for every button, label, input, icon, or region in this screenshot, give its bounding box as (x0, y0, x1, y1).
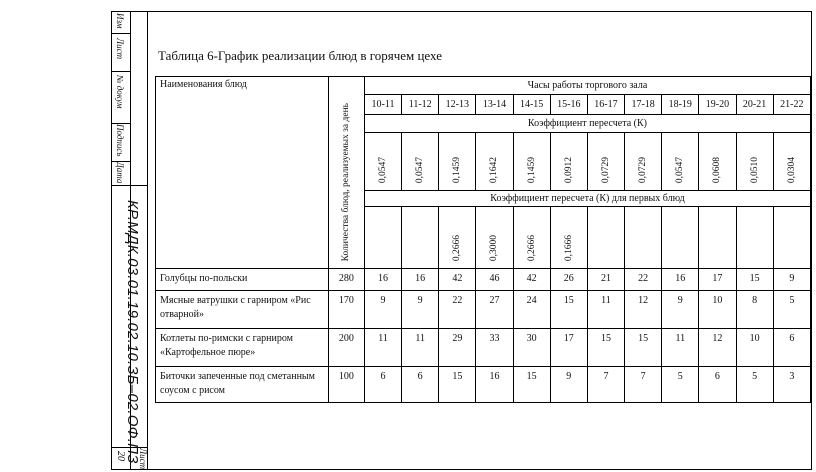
coefficient-value: 0,0547 (378, 156, 389, 183)
coefficient-value: 0,0510 (749, 156, 760, 183)
coefficient-cell (439, 133, 476, 191)
hourly-portion-cell: 5 (736, 367, 773, 403)
first-course-coefficient-value: 0,2666 (452, 234, 463, 261)
hourly-portion-cell: 9 (773, 269, 810, 291)
hourly-portion-cell: 27 (476, 291, 513, 329)
coefficient-cell (736, 133, 773, 191)
hourly-portion-cell: 16 (402, 269, 439, 291)
hour-cell: 16-17 (587, 95, 624, 115)
hourly-portion-cell: 7 (587, 367, 624, 403)
coefficient-cell (402, 133, 439, 191)
coefficient-value: 0,0304 (786, 156, 797, 183)
first-course-coefficient-cell (550, 207, 587, 269)
dish-quantity: 170 (328, 291, 364, 329)
coefficient-cell (699, 133, 736, 191)
table-row (156, 291, 811, 329)
dish-name: Биточки запеченные под сметанным соусом с рисом (156, 367, 329, 403)
coefficient-cell (550, 133, 587, 191)
first-course-coefficient-cell (513, 207, 550, 269)
dish-name-header: Наименования блюд (156, 77, 329, 269)
stamp-izm: Изм (115, 13, 125, 29)
dish-name: Котлеты по-римски с гарниром «Картофельное пюре» (156, 329, 329, 367)
table-caption: Таблица 6-График реализации блюд в горячем цехе (158, 48, 442, 63)
coefficient-cell (587, 133, 624, 191)
hourly-portion-cell: 12 (699, 329, 736, 367)
first-course-coefficient-cell (773, 207, 810, 269)
first-course-coefficient-value: 0,1666 (563, 234, 574, 261)
hours-header: Часы работы торгового зала (364, 77, 810, 95)
first-course-coefficient-value: 0,2666 (526, 234, 537, 261)
hour-cell: 14-15 (513, 95, 550, 115)
table-row (156, 367, 811, 403)
hourly-portion-cell: 9 (550, 367, 587, 403)
hour-cell: 10-11 (364, 95, 401, 115)
hour-cell: 12-13 (439, 95, 476, 115)
dish-name: Голубцы по-польски (156, 269, 329, 291)
coefficient-value: 0,0912 (563, 156, 574, 183)
hourly-portion-cell: 11 (662, 329, 699, 367)
coefficient-value: 0,0729 (638, 156, 649, 183)
hourly-portion-cell: 7 (625, 367, 662, 403)
hourly-portion-cell: 42 (439, 269, 476, 291)
coefficient-value: 0,0608 (712, 156, 723, 183)
hourly-portion-cell: 3 (773, 367, 810, 403)
dish-quantity: 280 (328, 269, 364, 291)
first-course-coefficient-cell (736, 207, 773, 269)
hour-cell: 17-18 (625, 95, 662, 115)
quantity-header (328, 77, 364, 269)
hourly-portion-cell: 30 (513, 329, 550, 367)
hourly-portion-cell: 15 (513, 367, 550, 403)
table-row (156, 329, 811, 367)
hourly-portion-cell: 5 (773, 291, 810, 329)
coefficient-cell (476, 133, 513, 191)
coefficient-header: Коэффициент пересчета (К) (364, 115, 810, 133)
coefficient-value: 0,0547 (415, 156, 426, 183)
coefficient-value: 0,1459 (452, 156, 463, 183)
first-course-coefficient-cell (402, 207, 439, 269)
coefficient-cell (625, 133, 662, 191)
hourly-portion-cell: 15 (736, 269, 773, 291)
hourly-portion-cell: 8 (736, 291, 773, 329)
first-course-coefficient-cell (699, 207, 736, 269)
dish-quantity: 100 (328, 367, 364, 403)
hourly-portion-cell: 22 (439, 291, 476, 329)
first-course-coefficient-header: Коэффициент пересчета (К) для первых блюд (364, 191, 810, 207)
hourly-portion-cell: 11 (364, 329, 401, 367)
hourly-portion-cell: 16 (476, 367, 513, 403)
hour-cell: 13-14 (476, 95, 513, 115)
hourly-portion-cell: 15 (587, 329, 624, 367)
dish-name: Мясные ватрушки с гарниром «Рис отварной» (156, 291, 329, 329)
document-code: КР.МДК.03.01.19.02.10.ЗБ–02.ОФ.ПЗ (124, 200, 141, 464)
hour-cell: 21-22 (773, 95, 810, 115)
hour-cell: 15-16 (550, 95, 587, 115)
hourly-portion-cell: 16 (662, 269, 699, 291)
hourly-portion-cell: 15 (625, 329, 662, 367)
hourly-portion-cell: 5 (662, 367, 699, 403)
hourly-portion-cell: 33 (476, 329, 513, 367)
hourly-portion-cell: 6 (773, 329, 810, 367)
coefficient-cell (773, 133, 810, 191)
hourly-portion-cell: 16 (364, 269, 401, 291)
first-course-coefficient-cell (625, 207, 662, 269)
hourly-portion-cell: 21 (587, 269, 624, 291)
first-course-coefficient-cell (662, 207, 699, 269)
coefficient-value: 0,1642 (489, 156, 500, 183)
coefficient-value: 0,0729 (600, 156, 611, 183)
hourly-portion-cell: 29 (439, 329, 476, 367)
hourly-portion-cell: 42 (513, 269, 550, 291)
hourly-portion-cell: 15 (550, 291, 587, 329)
hourly-portion-cell: 11 (402, 329, 439, 367)
stamp-sheet-label: Лист (138, 448, 148, 470)
first-course-coefficient-cell (364, 207, 401, 269)
hour-cell: 18-19 (662, 95, 699, 115)
stamp-list: Лист (115, 38, 125, 60)
stamp-date: Дата (115, 162, 125, 184)
hourly-portion-cell: 10 (699, 291, 736, 329)
hourly-portion-cell: 26 (550, 269, 587, 291)
hourly-portion-cell: 6 (364, 367, 401, 403)
hourly-portion-cell: 22 (625, 269, 662, 291)
hourly-portion-cell: 9 (364, 291, 401, 329)
hourly-portion-cell: 12 (625, 291, 662, 329)
dish-quantity: 200 (328, 329, 364, 367)
coefficient-cell (662, 133, 699, 191)
sheet-number: 20 (115, 451, 126, 461)
stamp-doc-number: № докум (115, 75, 125, 109)
hourly-portion-cell: 46 (476, 269, 513, 291)
quantity-header-text: Количества блюд, реализуемых за день (341, 102, 352, 261)
coefficient-value: 0,1459 (526, 156, 537, 183)
hourly-portion-cell: 9 (662, 291, 699, 329)
hourly-portion-cell: 11 (587, 291, 624, 329)
hourly-portion-cell: 17 (550, 329, 587, 367)
first-course-coefficient-value: 0,3000 (489, 234, 500, 261)
hourly-portion-cell: 6 (699, 367, 736, 403)
first-course-coefficient-cell (587, 207, 624, 269)
table-row (156, 269, 811, 291)
stamp-signature: Подпись (115, 124, 125, 157)
hourly-portion-cell: 6 (402, 367, 439, 403)
hourly-portion-cell: 24 (513, 291, 550, 329)
hour-cell: 19-20 (699, 95, 736, 115)
coefficient-cell (364, 133, 401, 191)
first-course-coefficient-cell (439, 207, 476, 269)
hour-cell: 11-12 (402, 95, 439, 115)
sales-schedule-table (155, 76, 811, 403)
hourly-portion-cell: 17 (699, 269, 736, 291)
hourly-portion-cell: 10 (736, 329, 773, 367)
coefficient-value: 0,0547 (675, 156, 686, 183)
first-course-coefficient-cell (476, 207, 513, 269)
hourly-portion-cell: 9 (402, 291, 439, 329)
hour-cell: 20-21 (736, 95, 773, 115)
coefficient-cell (513, 133, 550, 191)
hourly-portion-cell: 15 (439, 367, 476, 403)
